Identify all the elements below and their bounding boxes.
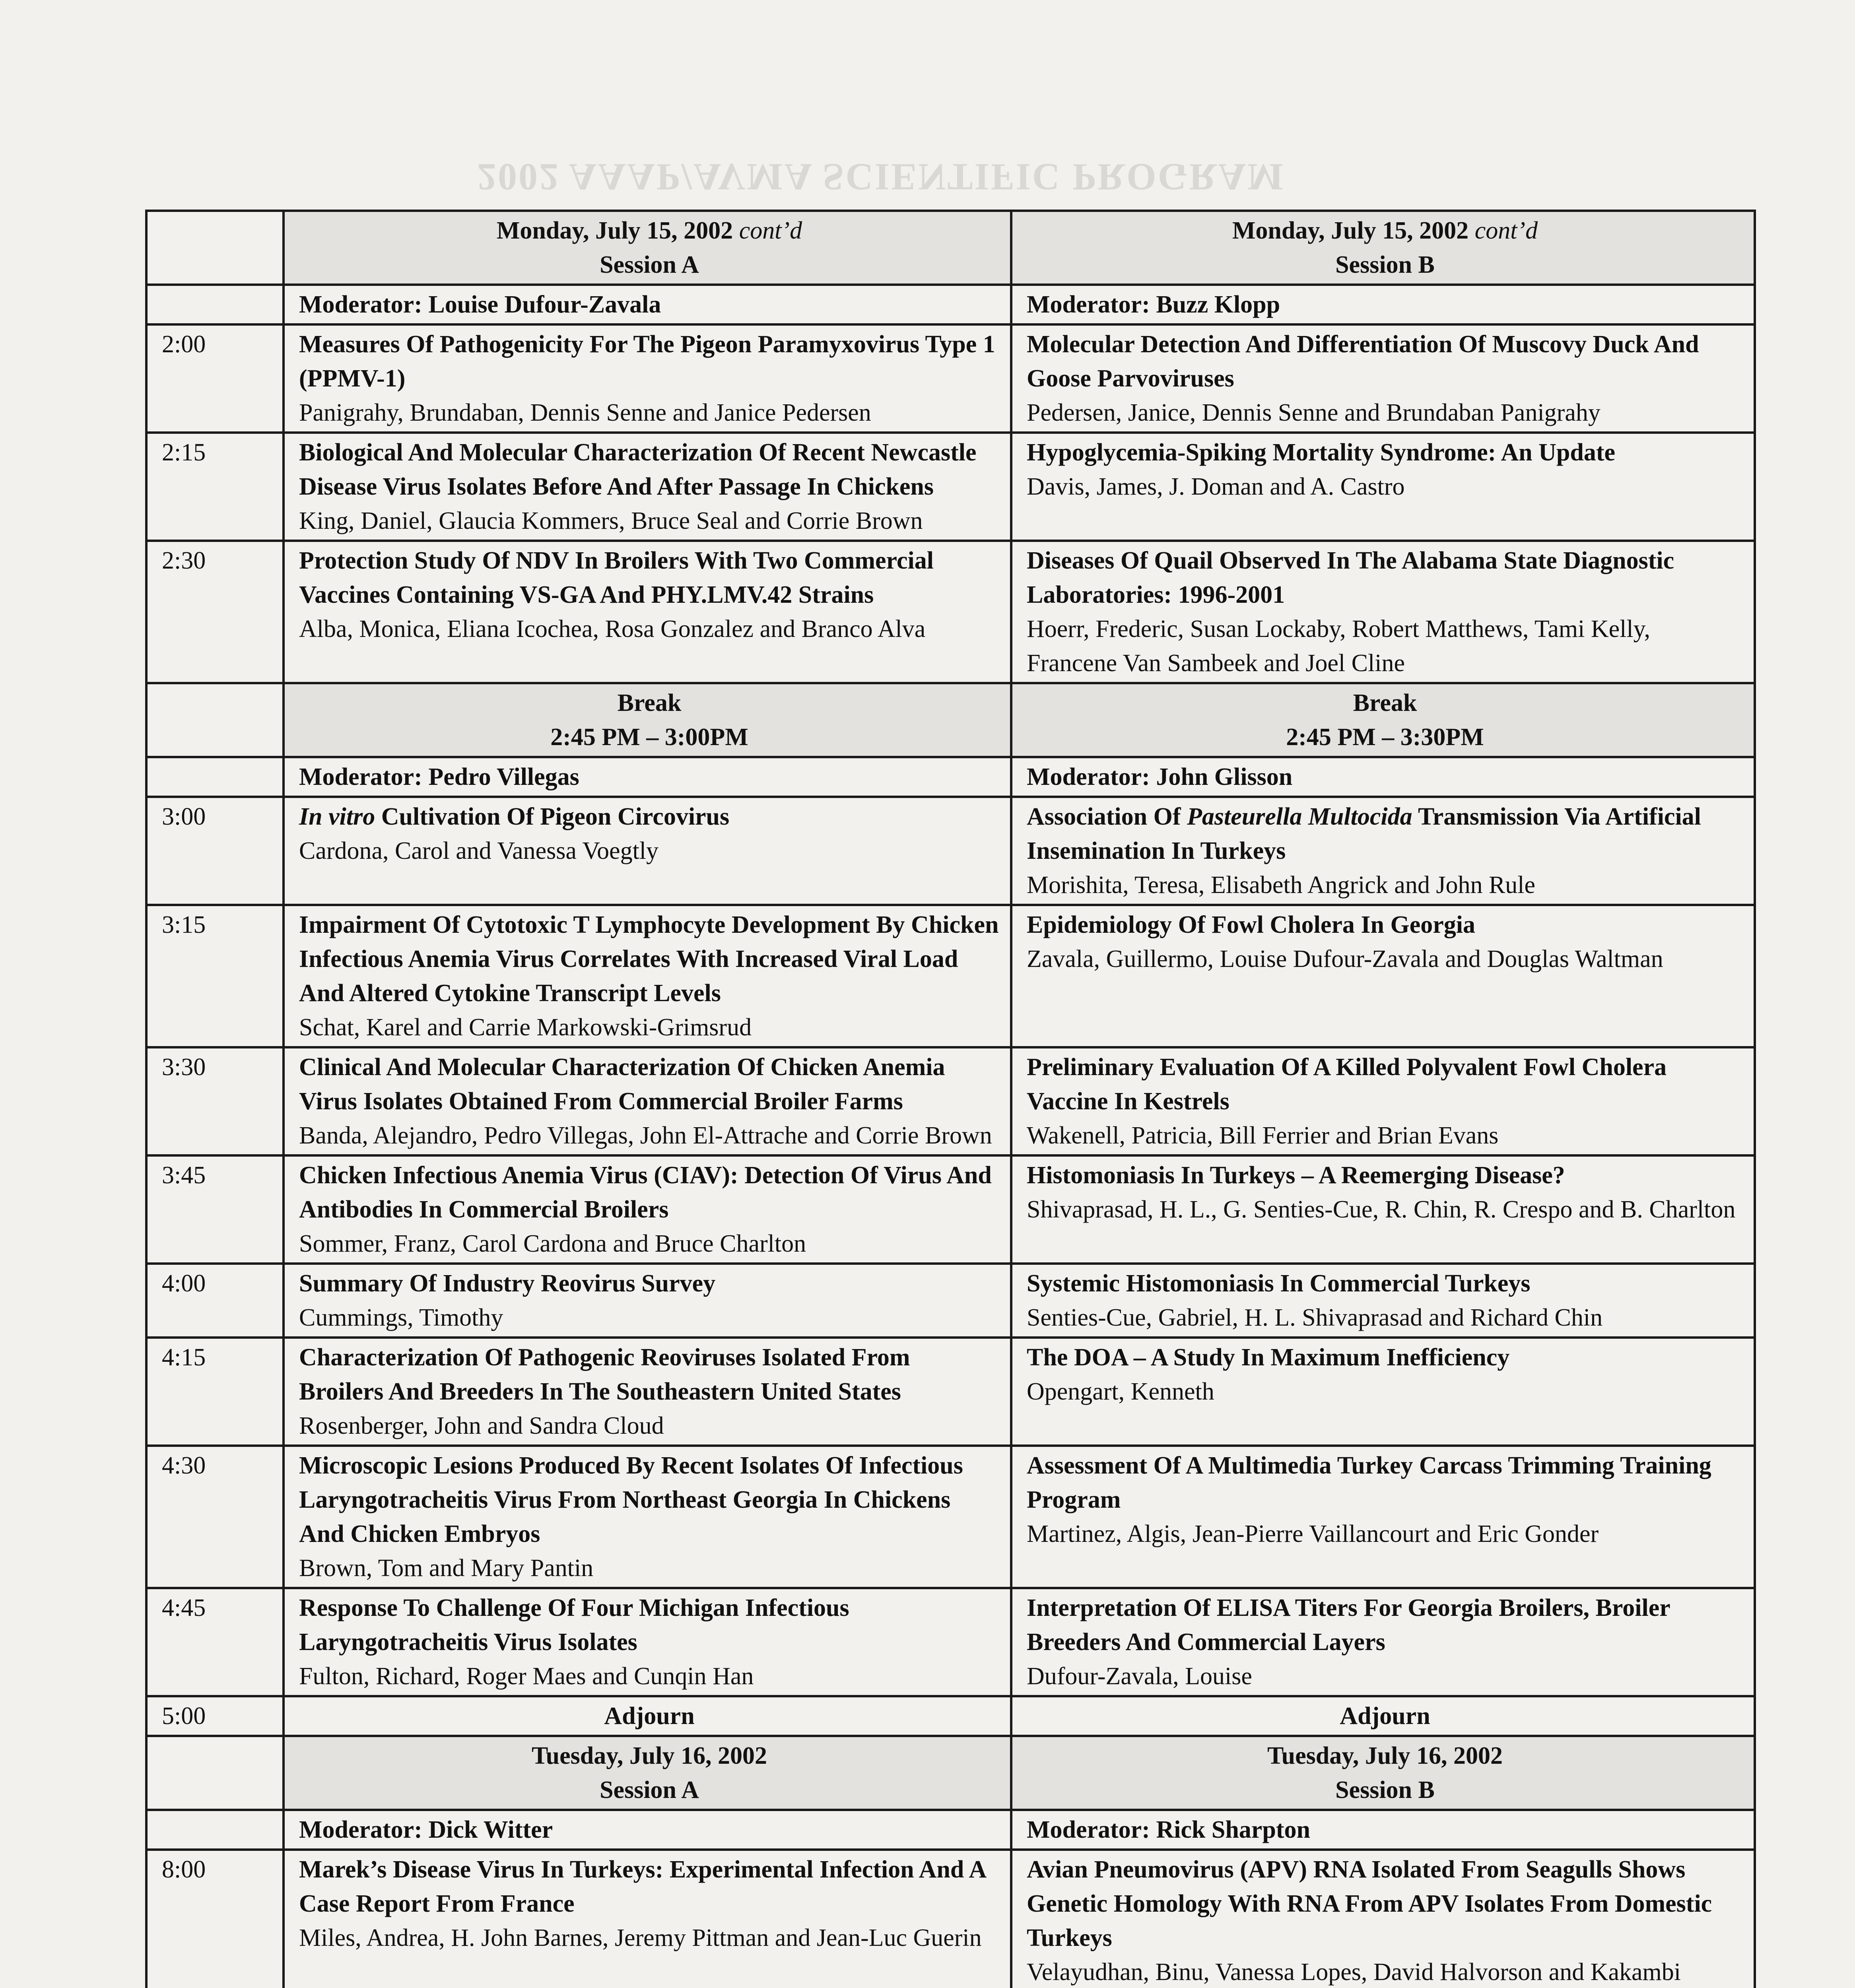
- talk-title: Chicken Infectious Anemia Virus (CIAV): Detection Of Virus And Antibodies In Commercial Broilers: [299, 1162, 992, 1223]
- time-cell: [146, 1736, 284, 1810]
- break-label: Break: [1353, 689, 1417, 716]
- time-cell: 3:30: [146, 1047, 284, 1155]
- moderator-b: Moderator: John Glisson: [1011, 757, 1755, 797]
- talk-title: Characterization Of Pathogenic Reoviruses Isolated From Broilers And Breeders In The Southeastern United States: [299, 1344, 910, 1405]
- talk-authors: Pedersen, Janice, Dennis Senne and Brundaban Panigrahy: [1027, 399, 1601, 426]
- program-row: [146, 1047, 1755, 1155]
- time-cell: [146, 211, 284, 285]
- talk-title: Preliminary Evaluation Of A Killed Polyvalent Fowl Cholera Vaccine In Kestrels: [1027, 1054, 1667, 1115]
- time-cell: 4:30: [146, 1446, 284, 1588]
- talk-title: Molecular Detection And Differentiation Of Muscovy Duck And Goose Parvoviruses: [1027, 331, 1699, 392]
- talk-b: [1011, 1588, 1755, 1696]
- moderator-a: Moderator: Dick Witter: [284, 1810, 1011, 1850]
- talk-title: [299, 800, 1000, 834]
- talk-a: [284, 433, 1011, 541]
- talk-authors: Cummings, Timothy: [299, 1304, 503, 1331]
- talk-a: [284, 1155, 1011, 1264]
- talk-a: [284, 797, 1011, 905]
- italic-term: Pasteurella Multocida: [1187, 803, 1412, 830]
- talk-b: [1011, 433, 1755, 541]
- talk-a: [284, 905, 1011, 1047]
- talk-authors: Senties-Cue, Gabriel, H. L. Shivaprasad and Richard Chin: [1027, 1304, 1603, 1331]
- talk-a: [284, 541, 1011, 683]
- break-time: 2:45 PM – 3:00PM: [550, 724, 748, 751]
- talk-b: [1011, 541, 1755, 683]
- session-b-header: [1011, 211, 1755, 285]
- session-label: Session B: [1335, 251, 1435, 278]
- moderator-row: [146, 1810, 1755, 1850]
- talk-b: [1011, 324, 1755, 433]
- talk-title: Marek’s Disease Virus In Turkeys: Experimental Infection And A Case Report From France: [299, 1856, 985, 1917]
- program-table: [145, 210, 1756, 1988]
- program-row: [146, 433, 1755, 541]
- talk-authors: Banda, Alejandro, Pedro Villegas, John El-Attrache and Corrie Brown: [299, 1122, 992, 1149]
- program-row: [146, 797, 1755, 905]
- talk-authors: Brown, Tom and Mary Pantin: [299, 1555, 594, 1582]
- talk-title: Avian Pneumovirus (APV) RNA Isolated From Seagulls Shows Genetic Homology With RNA From APV Isolates From Domestic Turkeys: [1027, 1856, 1712, 1951]
- talk-authors: Panigrahy, Brundaban, Dennis Senne and Janice Pedersen: [299, 399, 871, 426]
- session-a-header: [284, 211, 1011, 285]
- talk-b: [1011, 1850, 1755, 1988]
- moderator-b: Moderator: Buzz Klopp: [1011, 285, 1755, 324]
- break-label: Break: [617, 689, 682, 716]
- program-row: [146, 1338, 1755, 1446]
- talk-a: [284, 324, 1011, 433]
- tuesday-header-row: [146, 1736, 1755, 1810]
- talk-title: Protection Study Of NDV In Broilers With Two Commercial Vaccines Containing VS-GA And PHY.LMV.42 Strains: [299, 547, 934, 608]
- talk-a: [284, 1047, 1011, 1155]
- talk-authors: Morishita, Teresa, Elisabeth Angrick and John Rule: [1027, 872, 1536, 899]
- talk-authors: Martinez, Algis, Jean-Pierre Vaillancourt and Eric Gonder: [1027, 1520, 1599, 1547]
- talk-authors: Wakenell, Patricia, Bill Ferrier and Brian Evans: [1027, 1122, 1499, 1149]
- time-cell: 8:00: [146, 1850, 284, 1988]
- talk-authors: Cardona, Carol and Vanessa Voegtly: [299, 837, 659, 864]
- talk-a: [284, 1264, 1011, 1338]
- adjourn-row: [146, 1696, 1755, 1736]
- break-row: [146, 683, 1755, 757]
- session-b-header: [1011, 1736, 1755, 1810]
- title-pre: Association Of: [1027, 803, 1187, 830]
- program-row: [146, 1446, 1755, 1588]
- time-cell: [146, 1810, 284, 1850]
- talk-title: The DOA – A Study In Maximum Inefficiency: [1027, 1344, 1510, 1371]
- talk-b: [1011, 1155, 1755, 1264]
- talk-title: Assessment Of A Multimedia Turkey Carcass Trimming Training Program: [1027, 1452, 1711, 1513]
- talk-a: [284, 1850, 1011, 1988]
- session-a-header: [284, 1736, 1011, 1810]
- adjourn-b: Adjourn: [1011, 1696, 1755, 1736]
- day-label: Monday, July 15, 2002: [496, 217, 733, 244]
- session-label: Session A: [600, 251, 699, 278]
- talk-title: Measures Of Pathogenicity For The Pigeon Paramyxovirus Type 1 (PPMV-1): [299, 331, 995, 392]
- moderator-a: Moderator: Louise Dufour-Zavala: [284, 285, 1011, 324]
- program-row: [146, 905, 1755, 1047]
- talk-authors: Zavala, Guillermo, Louise Dufour-Zavala and Douglas Waltman: [1027, 945, 1663, 973]
- talk-b: [1011, 797, 1755, 905]
- time-cell: 5:00: [146, 1696, 284, 1736]
- talk-title: Biological And Molecular Characterization Of Recent Newcastle Disease Virus Isolates Before And After Passage In Chickens: [299, 439, 977, 500]
- talk-authors: Rosenberger, John and Sandra Cloud: [299, 1412, 664, 1439]
- title-rest: Cultivation Of Pigeon Circovirus: [375, 803, 730, 830]
- talk-authors: Opengart, Kenneth: [1027, 1378, 1214, 1405]
- time-cell: 4:15: [146, 1338, 284, 1446]
- talk-authors: Schat, Karel and Carrie Markowski-Grimsrud: [299, 1014, 752, 1041]
- talk-authors: Hoerr, Frederic, Susan Lockaby, Robert Matthews, Tami Kelly, Francene Van Sambeek and Joel Cline: [1027, 615, 1651, 677]
- session-label: Session A: [600, 1776, 699, 1804]
- time-cell: [146, 757, 284, 797]
- talk-b: [1011, 905, 1755, 1047]
- talk-authors: Davis, James, J. Doman and A. Castro: [1027, 473, 1405, 500]
- moderator-row: [146, 285, 1755, 324]
- program-row: [146, 1155, 1755, 1264]
- talk-b: [1011, 1264, 1755, 1338]
- program-row: [146, 1588, 1755, 1696]
- talk-b: [1011, 1047, 1755, 1155]
- day-label: Tuesday, July 16, 2002: [1267, 1742, 1503, 1769]
- break-a: [284, 683, 1011, 757]
- contd-label: cont’d: [739, 217, 802, 244]
- moderator-row: [146, 757, 1755, 797]
- program-row: [146, 541, 1755, 683]
- break-b: [1011, 683, 1755, 757]
- day-label: Monday, July 15, 2002: [1232, 217, 1469, 244]
- moderator-a: Moderator: Pedro Villegas: [284, 757, 1011, 797]
- talk-title: Microscopic Lesions Produced By Recent Isolates Of Infectious Laryngotracheitis Virus From Northeast Georgia In Chickens And Chicken Embryos: [299, 1452, 963, 1547]
- talk-title: Epidemiology Of Fowl Cholera In Georgia: [1027, 911, 1476, 938]
- program-row: [146, 324, 1755, 433]
- italic-term: In vitro: [299, 803, 375, 830]
- title-post: Transmission Via Artificial Insemination In Turkeys: [1027, 803, 1701, 864]
- bleed-through-title: 2002 AAAP/AVMA SCIENTIFIC PROGRAM: [477, 156, 1285, 198]
- talk-title: Hypoglycemia-Spiking Mortality Syndrome: An Update: [1027, 439, 1616, 466]
- program-row: [146, 1264, 1755, 1338]
- talk-title: [1027, 800, 1743, 868]
- talk-authors: Fulton, Richard, Roger Maes and Cunqin Han: [299, 1663, 754, 1690]
- time-cell: 2:30: [146, 541, 284, 683]
- talk-authors: King, Daniel, Glaucia Kommers, Bruce Seal and Corrie Brown: [299, 507, 923, 534]
- adjourn-a: Adjourn: [284, 1696, 1011, 1736]
- talk-title: Summary Of Industry Reovirus Survey: [299, 1270, 716, 1297]
- program-row: [146, 1850, 1755, 1988]
- time-cell: [146, 285, 284, 324]
- talk-title: Response To Challenge Of Four Michigan Infectious Laryngotracheitis Virus Isolates: [299, 1594, 849, 1656]
- time-cell: [146, 683, 284, 757]
- talk-title: Interpretation Of ELISA Titers For Georgia Broilers, Broiler Breeders And Commercial Layers: [1027, 1594, 1670, 1656]
- talk-a: [284, 1446, 1011, 1588]
- talk-authors: Velayudhan, Binu, Vanessa Lopes, David Halvorson and Kakambi: [1027, 1959, 1681, 1986]
- talk-authors: Alba, Monica, Eliana Icochea, Rosa Gonzalez and Branco Alva: [299, 615, 926, 643]
- talk-authors: Shivaprasad, H. L., G. Senties-Cue, R. Chin, R. Crespo and B. Charlton: [1027, 1196, 1736, 1223]
- talk-title: Histomoniasis In Turkeys – A Reemerging Disease?: [1027, 1162, 1565, 1189]
- talk-authors: Miles, Andrea, H. John Barnes, Jeremy Pittman and Jean-Luc Guerin: [299, 1924, 982, 1951]
- talk-a: [284, 1588, 1011, 1696]
- time-cell: 3:00: [146, 797, 284, 905]
- talk-title: Systemic Histomoniasis In Commercial Turkeys: [1027, 1270, 1531, 1297]
- time-cell: 4:45: [146, 1588, 284, 1696]
- monday-header-row: [146, 211, 1755, 285]
- time-cell: 2:00: [146, 324, 284, 433]
- day-label: Tuesday, July 16, 2002: [531, 1742, 767, 1769]
- talk-a: [284, 1338, 1011, 1446]
- moderator-b: Moderator: Rick Sharpton: [1011, 1810, 1755, 1850]
- time-cell: 3:15: [146, 905, 284, 1047]
- break-time: 2:45 PM – 3:30PM: [1286, 724, 1484, 751]
- talk-authors: Sommer, Franz, Carol Cardona and Bruce Charlton: [299, 1230, 806, 1257]
- talk-title: Clinical And Molecular Characterization Of Chicken Anemia Virus Isolates Obtained From Commercial Broiler Farms: [299, 1054, 945, 1115]
- time-cell: 3:45: [146, 1155, 284, 1264]
- session-label: Session B: [1335, 1776, 1435, 1804]
- talk-authors: Dufour-Zavala, Louise: [1027, 1663, 1252, 1690]
- talk-b: [1011, 1446, 1755, 1588]
- talk-b: [1011, 1338, 1755, 1446]
- time-cell: 4:00: [146, 1264, 284, 1338]
- talk-title: Impairment Of Cytotoxic T Lymphocyte Development By Chicken Infectious Anemia Virus Correlates With Increased Viral Load And Altered Cytokine Transcript Levels: [299, 911, 999, 1007]
- time-cell: 2:15: [146, 433, 284, 541]
- talk-title: Diseases Of Quail Observed In The Alabama State Diagnostic Laboratories: 1996-2001: [1027, 547, 1674, 608]
- contd-label: cont’d: [1474, 217, 1538, 244]
